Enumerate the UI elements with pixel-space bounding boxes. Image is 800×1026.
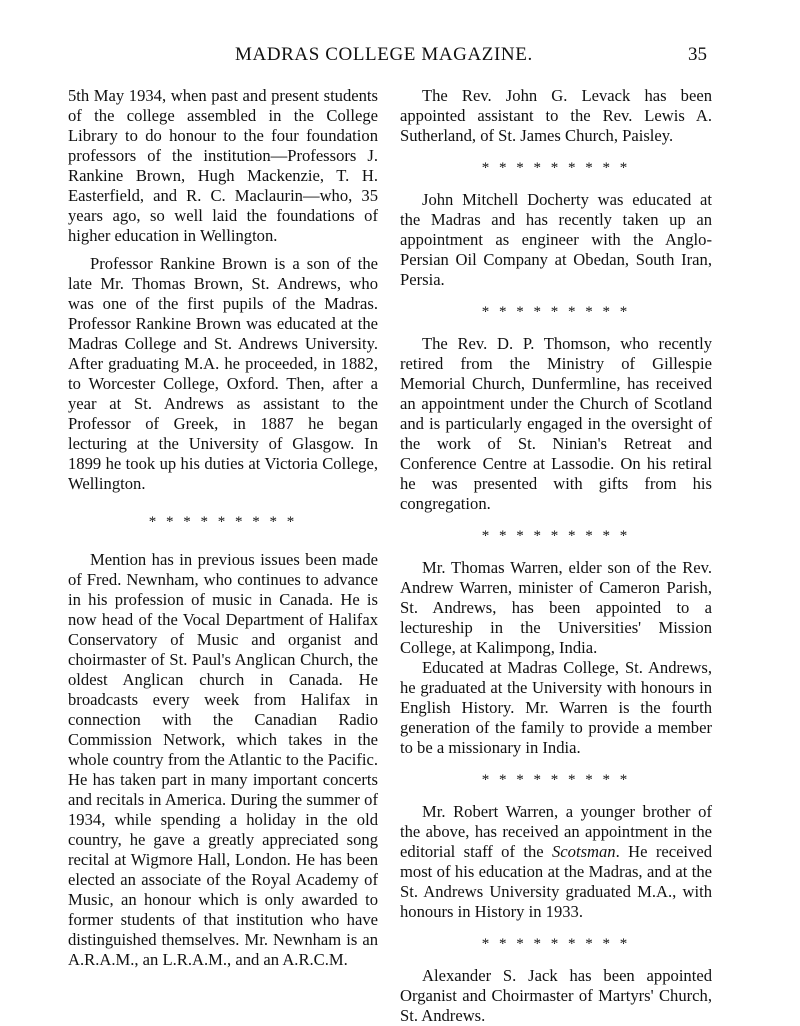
paragraph-john-docherty: John Mitchell Docherty was educated at the Madras and has recently taken up an appointment as engineer with the Anglo-Persian Oil Company at Obedan, South Iran, Persia. bbox=[400, 190, 712, 289]
section-separator: * * * * * * * * * bbox=[481, 528, 631, 544]
page-number: 35 bbox=[688, 44, 707, 65]
paragraph-warren-education: Educated at Madras College, St. Andrews, he graduated at the University with honours in English History. Mr. Warren is the fourth generation of the family to provide a member to be a missionary in India. bbox=[400, 658, 712, 757]
section-separator: * * * * * * * * * bbox=[481, 304, 631, 320]
paragraph-dp-thomson: The Rev. D. P. Thomson, who recently retired from the Ministry of Gillespie Memorial Church, Dunfermline, has received an appointment under the Church of Scotland and is particularly engaged in the oversight of the work of St. Ninian's Retreat and Conference Centre at Lassodie. On his retiral he was presented with gifts from his congregation. bbox=[400, 334, 712, 513]
running-title: MADRAS COLLEGE MAGAZINE. bbox=[235, 44, 533, 65]
paragraph-foundation-professors: 5th May 1934, when past and present students of the college assembled in the College Library to do honour to the four foundation professors of the institution—Professors J. Rankine Brown, Hugh Mackenzie, T. H. Easterfield, and R. C. Maclaurin—who, 35 years ago, so well laid the foundations of higher education in Wellington. bbox=[68, 86, 378, 245]
section-separator: * * * * * * * * * bbox=[481, 772, 631, 788]
robert-warren-text-end: . He received most of his education at the Madras, and at the St. Andrews University graduated M.A., with honours in History in 1933. bbox=[400, 842, 713, 921]
right-column bbox=[400, 86, 712, 1026]
robert-warren-text-start: Mr. Robert Warren, a younger brother of the above, has received an appointment in the editorial staff of the bbox=[400, 802, 712, 861]
paragraph-thomas-warren: Mr. Thomas Warren, elder son of the Rev. Andrew Warren, minister of Cameron Parish, St. Andrews, has been appointed to a lectureship in the Universities' Mission College, at Kalimpong, India. bbox=[400, 558, 712, 657]
paragraph-robert-warren bbox=[400, 802, 712, 922]
section-separator: * * * * * * * * * bbox=[481, 160, 631, 176]
left-column bbox=[68, 86, 378, 970]
page-header bbox=[0, 44, 800, 68]
paragraph-alexander-jack: Alexander S. Jack has been appointed Organist and Choirmaster of Martyrs' Church, St. Andrews. bbox=[400, 966, 712, 1025]
paragraph-john-levack: The Rev. John G. Levack has been appointed assistant to the Rev. Lewis A. Sutherland, of St. James Church, Paisley. bbox=[400, 86, 712, 145]
paragraph-rankine-brown: Professor Rankine Brown is a son of the late Mr. Thomas Brown, St. Andrews, who was one of the first pupils of the Madras. Professor Rankine Brown was educated at the Madras College and St. Andrews University. After graduating M.A. he proceeded, in 1882, to Worcester College, Oxford. Then, after a year at St. Andrews as assistant to the Professor of Greek, in 1887 he began lecturing at the University of Glasgow. In 1899 he took up his duties at Victoria College, Wellington. bbox=[68, 254, 378, 493]
section-separator: * * * * * * * * * bbox=[481, 936, 631, 952]
section-separator: * * * * * * * * * bbox=[148, 514, 298, 530]
paragraph-fred-newnham: Mention has in previous issues been made of Fred. Newnham, who continues to advance in his profession of music in Canada. He is now head of the Vocal Department of Halifax Conservatory of Music and organist and choirmaster of St. Paul's Anglican Church, the oldest Anglican church in Canada. He broadcasts every week from Halifax in connection with the Canadian Radio Commission Network, which takes in the whole country from the Atlantic to the Pacific. He has taken part in many important concerts and recitals in America. During the summer of 1934, while spending a holiday in the old country, he gave a greatly appreciated song recital at Wigmore Hall, London. He has been elected an associate of the Royal Academy of Music, an honour which is only awarded to former students of that institution who have distinguished themselves. Mr. Newnham is an A.R.A.M., an L.R.A.M., and an A.R.C.M. bbox=[68, 550, 378, 969]
newspaper-title: Scotsman bbox=[552, 842, 616, 861]
